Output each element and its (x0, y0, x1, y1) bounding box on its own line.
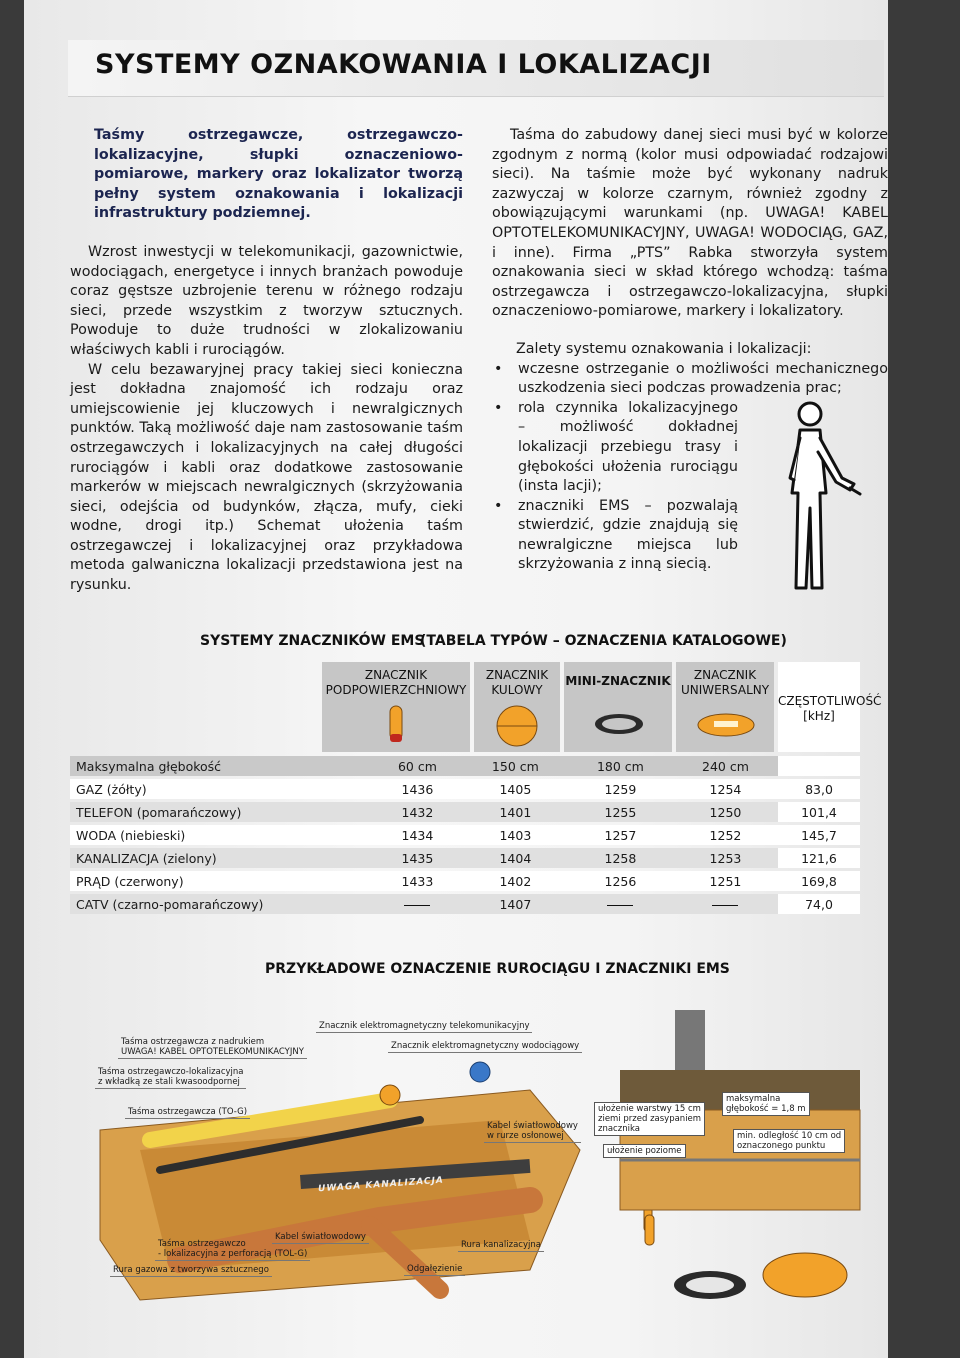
cell: 1402 (463, 871, 568, 891)
ball-marker-icon (492, 702, 542, 748)
row-label: WODA (niebieski) (70, 825, 372, 845)
dash-mark (607, 905, 633, 906)
cell: 1254 (673, 779, 778, 799)
row-label: CATV (czarno-pomarańczowy) (70, 894, 372, 914)
ems-subtitle: (TABELA TYPÓW – OZNACZENIA KATALOGOWE) (420, 633, 787, 649)
cell: 1250 (673, 802, 778, 822)
label-text: Taśma ostrzegawczo-lokalizacyjna (98, 1067, 244, 1077)
label-text: - lokalizacyjna z perforacją (TOL-G) (158, 1249, 308, 1259)
ems-marker-icon (470, 1062, 490, 1082)
cell: 1405 (463, 779, 568, 799)
cell: 240 cm (673, 756, 778, 776)
freq-cell: 83,0 (778, 779, 860, 799)
row-label: Maksymalna głębokość (70, 756, 372, 776)
cell: 1258 (568, 848, 673, 868)
label-text: oznaczonego punktu (737, 1141, 826, 1151)
intro-paragraph: Wzrost inwestycji w telekomunikacji, gazownictwie, wodociągach, energetyce i innych branżach powoduje coraz gęstsze uzbrojenie terenu w różnego rodzaju sieci, przede wszystkim z tworzyw sztucznych. Powoduje to duże trudności w zlokalizowaniu właściwych kabli i rurociągów. (70, 243, 463, 358)
label-max-depth (722, 1092, 810, 1116)
right-dark-bar (888, 0, 960, 1358)
header-label: CZĘSTOTLIWOŚĆ [kHz] (778, 694, 882, 723)
mini-marker-icon (592, 710, 646, 738)
cell: 1253 (673, 848, 778, 868)
label-text: ułożenie warstwy 15 cm (598, 1104, 701, 1114)
universal-marker-icon (763, 1253, 847, 1297)
label-tape-print (118, 1036, 307, 1059)
freq-cell: 145,7 (778, 825, 860, 845)
label-branch: Odgałęzienie (404, 1263, 465, 1276)
cell (673, 894, 778, 914)
cell: 1255 (568, 802, 673, 822)
ems-marker-icon (380, 1085, 400, 1105)
tape-print-text: UWAGA KANALIZACJA (317, 1175, 445, 1195)
label-text: głębokość = 1,8 m (726, 1104, 806, 1114)
diagram-title: PRZYKŁADOWE OZNACZENIE RUROCIĄGU I ZNACZNIKI EMS (265, 961, 730, 977)
label-fiber-tube (484, 1120, 581, 1143)
header-subsurface (322, 662, 470, 752)
cell: 1435 (372, 848, 463, 868)
subsurface-marker-icon (645, 1215, 654, 1245)
table-row (70, 848, 860, 868)
cell: 1259 (568, 779, 673, 799)
lead-paragraph: Taśmy ostrzegawcze, ostrzegawczo-lokalizacyjne, słupki oznaczeniowo-pomiarowe, markery oraz lokalizator tworzą pełny system oznakowania i lokalizacji infrastruktury podziemnej. (94, 127, 463, 222)
table-row (70, 802, 860, 822)
label-soil-layer (594, 1102, 705, 1136)
cell: 1251 (673, 871, 778, 891)
list-item: • rola czynnika lokalizacyjnego – możliwość dokładnej lokalizacji przebiegu trasy i głębokości ułożenia rurociągu (insta lacji); (492, 399, 738, 497)
header-mini (564, 662, 672, 752)
label-text: ziemi przed zasypaniem (598, 1114, 702, 1124)
table-row (70, 756, 860, 776)
cell: 1433 (372, 871, 463, 891)
freq-cell: 74,0 (778, 894, 860, 914)
label-text: z wkładką ze stali kwasoodpornej (98, 1077, 240, 1087)
cell: 1403 (463, 825, 568, 845)
universal-marker-icon (694, 710, 758, 740)
header-frequency (778, 662, 882, 752)
freq-cell: 169,8 (778, 871, 860, 891)
cell: 1252 (673, 825, 778, 845)
label-tape-steel (95, 1066, 246, 1089)
left-column (70, 126, 463, 596)
label-text: maksymalna (726, 1094, 781, 1104)
cell: 60 cm (372, 756, 463, 776)
label-gas-pipe: Rura gazowa z tworzywa sztucznego (110, 1264, 272, 1277)
table-row (70, 779, 860, 799)
zalety-title: Zalety systemu oznakowania i lokalizacji: (516, 340, 812, 357)
label-min-distance (733, 1129, 845, 1153)
table-row (70, 894, 860, 914)
label-text: UWAGA! KABEL OPTOTELEKOMUNIKACYJNY (121, 1047, 304, 1057)
cell: 1436 (372, 779, 463, 799)
dash-mark (404, 905, 430, 906)
label-text: Taśma ostrzegawczo (158, 1239, 246, 1249)
row-label: TELEFON (pomarańczowy) (70, 802, 372, 822)
header-label: ZNACZNIK UNIWERSALNY (680, 668, 770, 697)
ems-title: SYSTEMY ZNACZNIKÓW EMS (200, 633, 425, 649)
label-text: min. odległość 10 cm od (737, 1131, 842, 1141)
label-text: znacznika (598, 1124, 640, 1134)
cell: 1401 (463, 802, 568, 822)
subsurface-marker-icon (386, 704, 406, 746)
label-horizontal: ułożenie poziome (603, 1144, 686, 1158)
cell: 150 cm (463, 756, 568, 776)
label-fiber-cable: Kabel światłowodowy (272, 1231, 369, 1244)
man-with-locator-illustration (770, 398, 865, 598)
list-item: • wczesne ostrzeganie o możliwości mechanicznego uszkodzenia sieci podczas prowadzenia prac; (492, 360, 888, 399)
cell: 1257 (568, 825, 673, 845)
freq-cell: 101,4 (778, 802, 860, 822)
label-text: Kabel światłowodowy (487, 1121, 578, 1131)
label-telecom-marker: Znacznik elektromagnetyczny telekomunikacyjny (316, 1020, 532, 1033)
cell (568, 894, 673, 914)
row-label: GAZ (żółty) (70, 779, 372, 799)
header-universal (676, 662, 774, 752)
freq-cell: 121,6 (778, 848, 860, 868)
table-row (70, 871, 860, 891)
detail-paragraph: W celu bezawaryjnej pracy takiej sieci konieczna jest dokładna znajomość ich rodzaju oraz umiejscowienie jej kluczowych i newralgicznych punktów. Taką możliwość daje nam zastosowanie taśm ostrzegawczych i lokalizacyjnych na całej długości rurociągów i kabli oraz dodatkowe zastosowanie markerów w miejscach newralgicznych (skrzyżowania sieci, odejścia od budynków, złącza, mufy, cieki wodne, drogi itp.) Schemat ułożenia taśm ostrzegawczej i lokalizacyjnej oraz przykładowa metoda galwaniczna lokalizacji przedstawiona jest na rysunku. (70, 361, 463, 594)
label-text: w rurze osłonowej (487, 1131, 564, 1141)
header-label: MINI-ZNACZNIK (565, 674, 671, 688)
cell: 1432 (372, 802, 463, 822)
label-water-marker: Znacznik elektromagnetyczny wodociągowy (388, 1040, 582, 1053)
header-label: ZNACZNIK PODPOWIERZCHNIOWY (325, 668, 467, 697)
list-item: • znaczniki EMS – pozwalają stwierdzić, gdzie znajdują się newralgiczne miejsca lub skrzyżowania z inną siecią. (492, 497, 738, 575)
cell (372, 894, 463, 914)
person-legs (675, 1010, 705, 1070)
cell (778, 756, 860, 776)
cell: 180 cm (568, 756, 673, 776)
cell: 1256 (568, 871, 673, 891)
header-ball (474, 662, 560, 752)
tape-paragraph: Taśma do zabudowy danej sieci musi być w kolorze zgodnym z normą (kolor musi odpowiadać rodzajowi sieci). Na taśmie może być wykonany nadruk zazwyczaj w kolorze czarnym, również zgodny z obowiązującymi warunkami (np. UWAGA! KABEL OPTOTELEKOMUNIKACYJNY, UWAGA! WODOCIĄG, GAZ, i inne). Firma „PTS” Rabka stworzyła system oznakowania sieci w skład którego wchodzą: taśma ostrzegawcza i ostrzegawczo-lokalizacyjna, słupki oznaczeniowo-pomiarowe, markery i lokalizatory. (492, 127, 888, 320)
mini-marker-center (686, 1277, 734, 1293)
row-label: PRĄD (czerwony) (70, 871, 372, 891)
ems-table (70, 753, 860, 917)
left-dark-bar (0, 0, 24, 1358)
label-sewer-pipe: Rura kanalizacyjna (458, 1239, 544, 1252)
label-text: Taśma ostrzegawcza z nadrukiem (121, 1037, 265, 1047)
cell: 1434 (372, 825, 463, 845)
table-row (70, 825, 860, 845)
dash-mark (712, 905, 738, 906)
page-title: SYSTEMY OZNAKOWANIA I LOKALIZACJI (95, 49, 712, 80)
row-label: KANALIZACJA (zielony) (70, 848, 372, 868)
label-tape-tog: Taśma ostrzegawcza (TO-G) (125, 1106, 250, 1119)
cell: 1407 (463, 894, 568, 914)
cell: 1404 (463, 848, 568, 868)
header-label: ZNACZNIK KULOWY (485, 668, 549, 697)
